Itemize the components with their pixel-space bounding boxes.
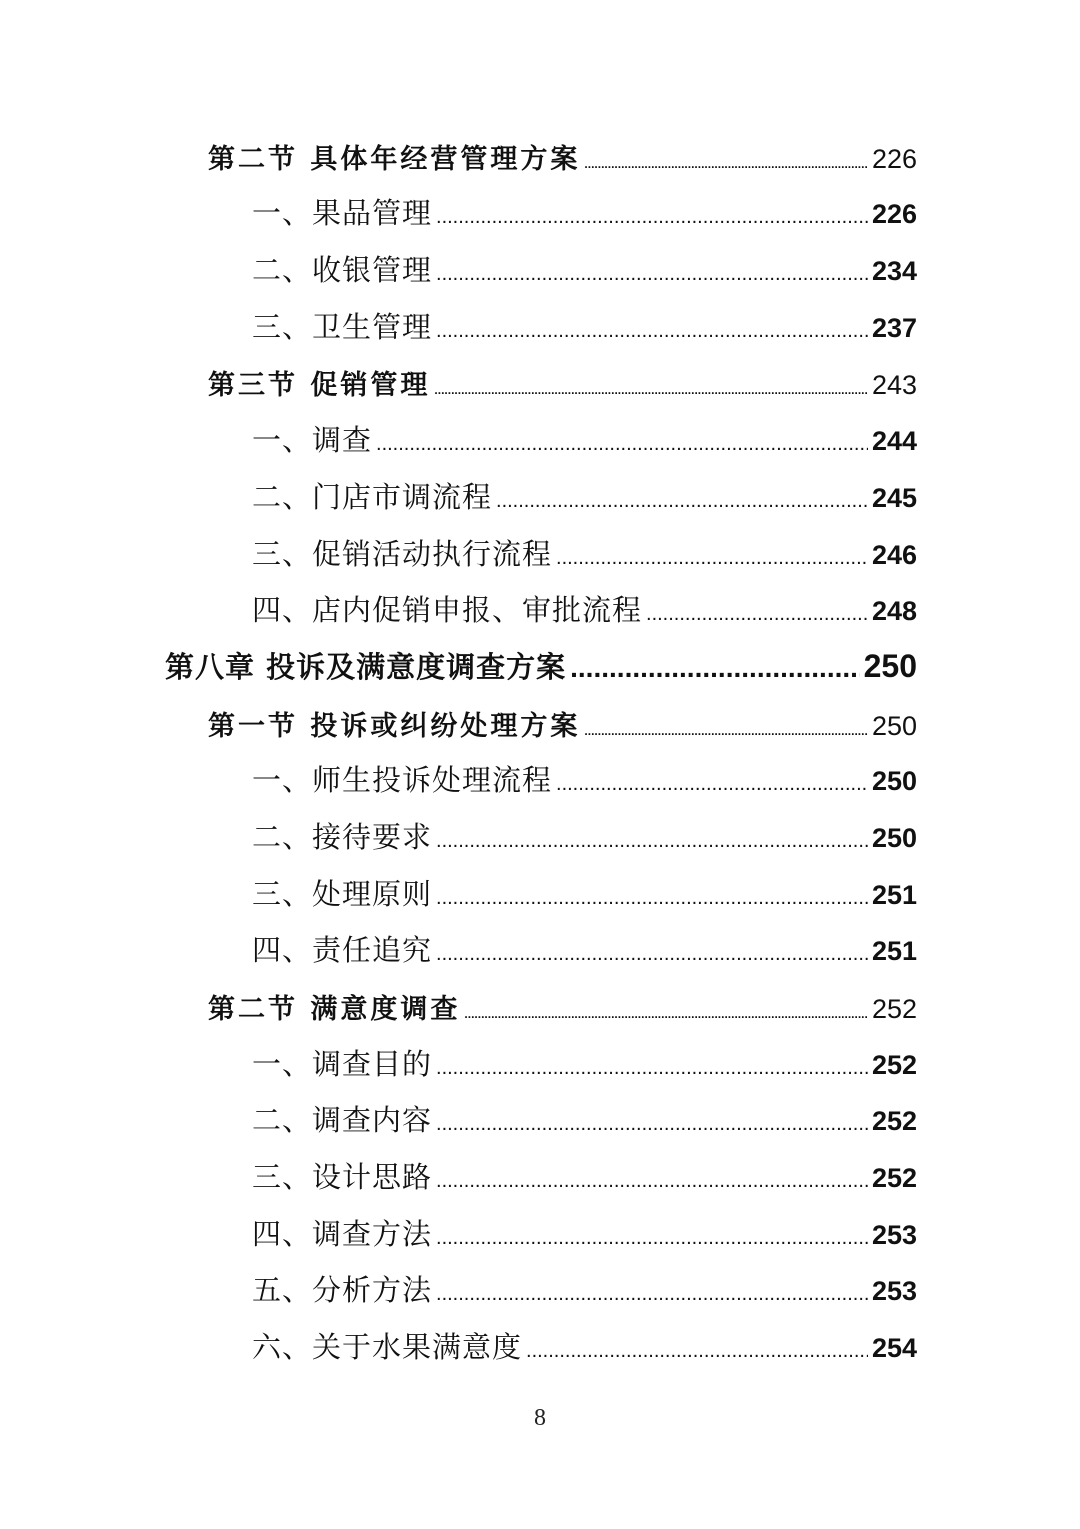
toc-entry-page: 253 <box>871 1219 917 1250</box>
toc-entry-title: 四、调查方法 <box>252 1216 433 1251</box>
toc-entry-page: 252 <box>871 994 917 1024</box>
toc-entry-line <box>252 1212 917 1253</box>
toc-dot-leader <box>376 433 868 456</box>
toc-entry-title: 二、门店市调流程 <box>252 479 493 514</box>
toc-entry-page: 226 <box>871 143 917 174</box>
toc-entry-item[interactable] <box>0 1321 1080 1378</box>
toc-entry-section[interactable] <box>0 131 1080 188</box>
toc-dot-leader <box>584 724 868 738</box>
toc-dot-leader <box>436 320 868 343</box>
toc-entry-title: 四、责任追究 <box>252 933 433 968</box>
page-number: 8 <box>534 1405 546 1431</box>
toc-dot-leader <box>436 1170 868 1193</box>
toc-entry-section[interactable] <box>0 698 1080 755</box>
toc-dot-leader <box>526 1340 868 1363</box>
toc-dot-leader <box>646 603 868 626</box>
toc-entry-line <box>252 928 917 969</box>
toc-entry-title: 二、收银管理 <box>252 253 433 288</box>
toc-entry-item[interactable] <box>0 301 1080 358</box>
toc-entry-page: 237 <box>871 312 917 343</box>
toc-entry-item[interactable] <box>0 1208 1080 1265</box>
toc-entry-item[interactable] <box>0 755 1080 812</box>
toc-entry-line <box>208 987 917 1026</box>
toc-entry-item[interactable] <box>0 868 1080 925</box>
toc-entry-line <box>208 363 917 402</box>
toc-entry-title: 第二节 满意度调查 <box>208 994 461 1025</box>
toc-dot-leader <box>464 1007 868 1021</box>
toc-dot-leader <box>436 1057 868 1080</box>
toc-entry-page: 254 <box>871 1333 917 1364</box>
toc-entry-page: 243 <box>871 370 917 401</box>
toc-entry-line <box>208 704 917 743</box>
toc-entry-line <box>252 1155 917 1196</box>
toc-entry-title: 四、店内促销申报、审批流程 <box>252 593 643 628</box>
toc-entry-page: 250 <box>871 822 917 853</box>
toc-entry-title: 一、调查目的 <box>252 1046 433 1081</box>
toc-entry-title: 三、设计思路 <box>252 1160 433 1195</box>
toc-entry-page: 250 <box>871 766 917 797</box>
toc-entry-line <box>252 1098 917 1139</box>
toc-entry-item[interactable] <box>0 528 1080 585</box>
toc-entry-line <box>252 532 917 573</box>
toc-entry-page: 234 <box>871 256 917 287</box>
toc-dot-leader <box>436 830 868 853</box>
toc-entry-item[interactable] <box>0 1095 1080 1152</box>
toc-entry-title: 第八章 投诉及满意度调查方案 <box>165 649 567 684</box>
toc-entry-line <box>252 475 917 516</box>
toc-entry-title: 一、调查 <box>252 423 373 458</box>
toc-entry-page: 246 <box>871 539 917 570</box>
toc-entry-line <box>165 645 917 686</box>
toc-entry-line <box>252 815 917 856</box>
toc-entry-line <box>252 588 917 629</box>
toc-entry-title: 二、调查内容 <box>252 1103 433 1138</box>
toc-entry-item[interactable] <box>0 1038 1080 1095</box>
toc-entry-title: 六、关于水果满意度 <box>252 1330 523 1365</box>
toc-entry-item[interactable] <box>0 1265 1080 1322</box>
toc-entry-title: 二、接待要求 <box>252 819 433 854</box>
toc-dot-leader <box>496 490 868 513</box>
toc-entry-page: 251 <box>871 936 917 967</box>
toc-entry-line <box>252 1325 917 1366</box>
toc-entry-page: 252 <box>871 1163 917 1194</box>
toc-dot-leader <box>436 1283 868 1306</box>
toc-entry-page: 252 <box>871 1049 917 1080</box>
toc-dot-leader <box>556 773 868 796</box>
toc-entry-line <box>252 305 917 346</box>
toc-entry-page: 250 <box>863 647 917 684</box>
toc-entry-chapter[interactable] <box>0 641 1080 698</box>
toc-dot-leader <box>556 547 868 570</box>
toc-entry-line <box>252 418 917 459</box>
toc-entry-page: 226 <box>871 199 917 230</box>
toc-dot-leader <box>570 652 860 684</box>
toc-entry-title: 五、分析方法 <box>252 1273 433 1308</box>
toc-entry-page: 250 <box>871 710 917 741</box>
toc-entry-page: 251 <box>871 879 917 910</box>
toc-entry-page: 252 <box>871 1106 917 1137</box>
toc-entry-item[interactable] <box>0 925 1080 982</box>
toc-entry-item[interactable] <box>0 585 1080 642</box>
toc-entry-title: 第二节 具体年经营管理方案 <box>208 143 581 175</box>
toc-dot-leader <box>436 206 868 229</box>
toc-entry-title: 第三节 促销管理 <box>208 370 431 402</box>
toc-dot-leader <box>584 157 868 171</box>
toc-entry-line <box>252 1268 917 1309</box>
toc-entry-page: 245 <box>871 482 917 513</box>
toc-dot-leader <box>436 943 868 966</box>
toc-entry-title: 第一节 投诉或纠纷处理方案 <box>208 710 581 742</box>
toc-dot-leader <box>434 383 868 397</box>
toc-dot-leader <box>436 263 868 286</box>
toc-dot-leader <box>436 1227 868 1250</box>
toc-entry-page: 253 <box>871 1276 917 1307</box>
toc-entry-title: 一、师生投诉处理流程 <box>252 763 553 798</box>
toc-entry-line <box>252 872 917 913</box>
toc-entry-page: 244 <box>871 426 917 457</box>
toc-entry-item[interactable] <box>0 414 1080 471</box>
toc-entry-line <box>252 758 917 799</box>
toc-entry-section[interactable] <box>0 981 1080 1038</box>
toc-entry-item[interactable] <box>0 471 1080 528</box>
toc-entry-item[interactable] <box>0 244 1080 301</box>
toc-entry-item[interactable] <box>0 1151 1080 1208</box>
toc-entry-section[interactable] <box>0 358 1080 415</box>
toc-entry-title: 三、促销活动执行流程 <box>252 536 553 571</box>
toc-entry-line <box>252 1042 917 1083</box>
toc-entry-item[interactable] <box>0 188 1080 245</box>
toc-entry-line <box>252 191 917 232</box>
toc-dot-leader <box>436 1113 868 1136</box>
toc-entry-page: 248 <box>871 596 917 627</box>
table-of-contents <box>0 131 1080 1378</box>
toc-entry-item[interactable] <box>0 811 1080 868</box>
toc-entry-line <box>208 137 917 176</box>
toc-entry-title: 一、果品管理 <box>252 196 433 231</box>
toc-entry-title: 三、处理原则 <box>252 876 433 911</box>
toc-entry-title: 三、卫生管理 <box>252 309 433 344</box>
toc-entry-line <box>252 248 917 289</box>
toc-dot-leader <box>436 887 868 910</box>
